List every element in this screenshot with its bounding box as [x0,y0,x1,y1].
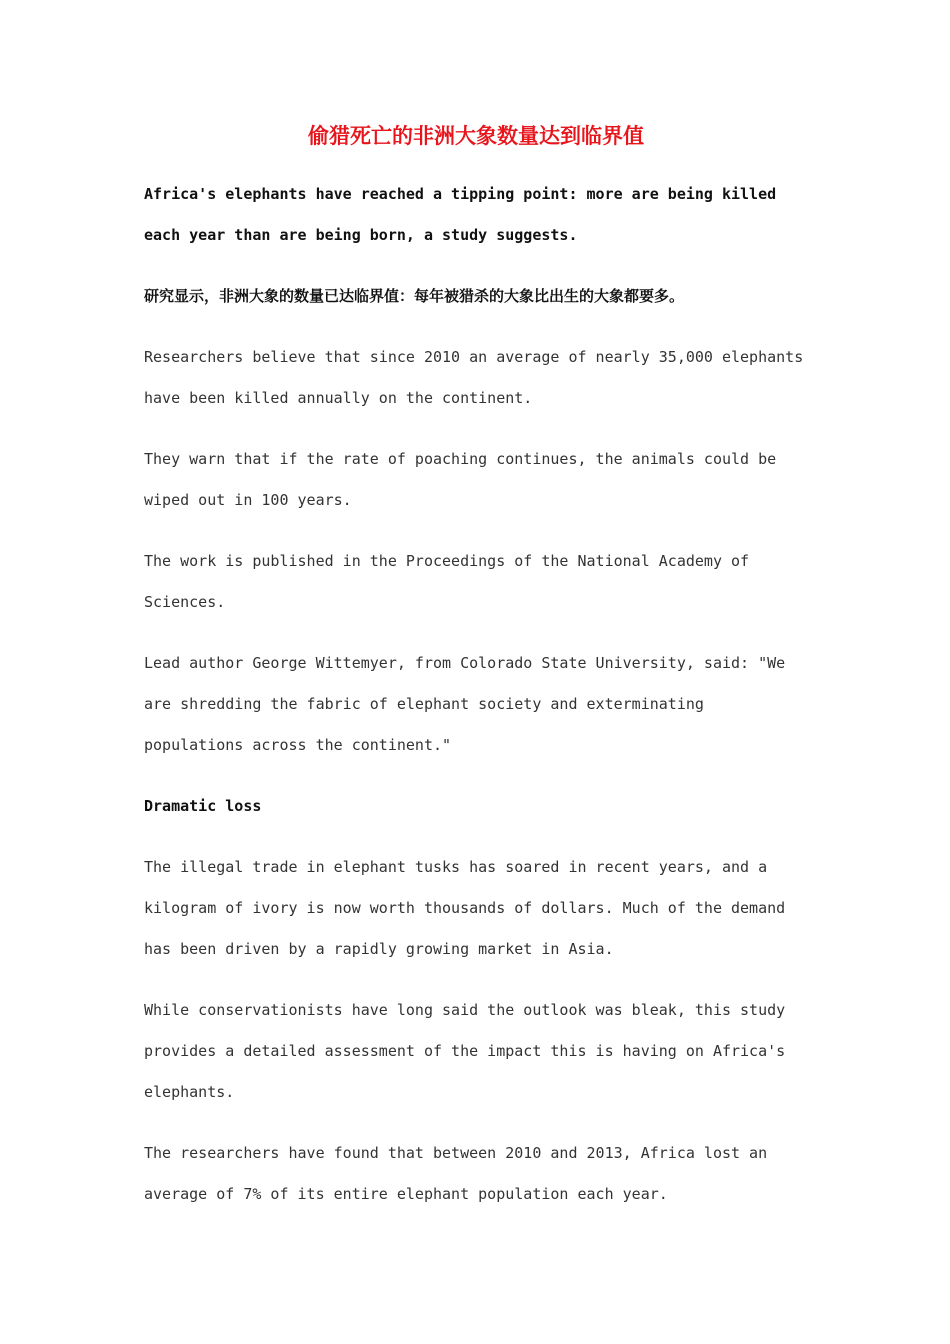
paragraph-4: Lead author George Wittemyer, from Colorado State University, said: "We are shredding the fabric of elephant society and exterminating populations across the continent." [144,654,786,754]
article-body [144,118,808,1235]
paragraph-6: While conservationists have long said the outlook was bleak, this study provides a detailed assessment of the impact this is having on Africa's elephants. [144,1001,786,1101]
paragraph-3: The work is published in the Proceedings of the National Academy of Sciences. [144,552,750,611]
paragraph-5: The illegal trade in elephant tusks has soared in recent years, and a kilogram of ivory is now worth thousands of dollars. Much of the demand has been driven by a rapidly growing market in Asia. [144,858,786,958]
paragraph-1: Researchers believe that since 2010 an average of nearly 35,000 elephants have been killed annually on the continent. [144,348,804,407]
paragraph-7: The researchers have found that between 2010 and 2013, Africa lost an average of 7% of its entire elephant population each year. [144,1144,768,1203]
intro-english: Africa's elephants have reached a tipping point: more are being killed each year than are being born, a study suggests. [144,185,777,244]
intro-chinese: 研究显示，非洲大象的数量已达临界值：每年被猎杀的大象比出生的大象都要多。 [144,287,685,305]
article-title: 偷猎死亡的非洲大象数量达到临界值 [308,124,644,148]
subheading: Dramatic loss [144,797,262,815]
paragraph-2: They warn that if the rate of poaching continues, the animals could be wiped out in 100 years. [144,450,777,509]
